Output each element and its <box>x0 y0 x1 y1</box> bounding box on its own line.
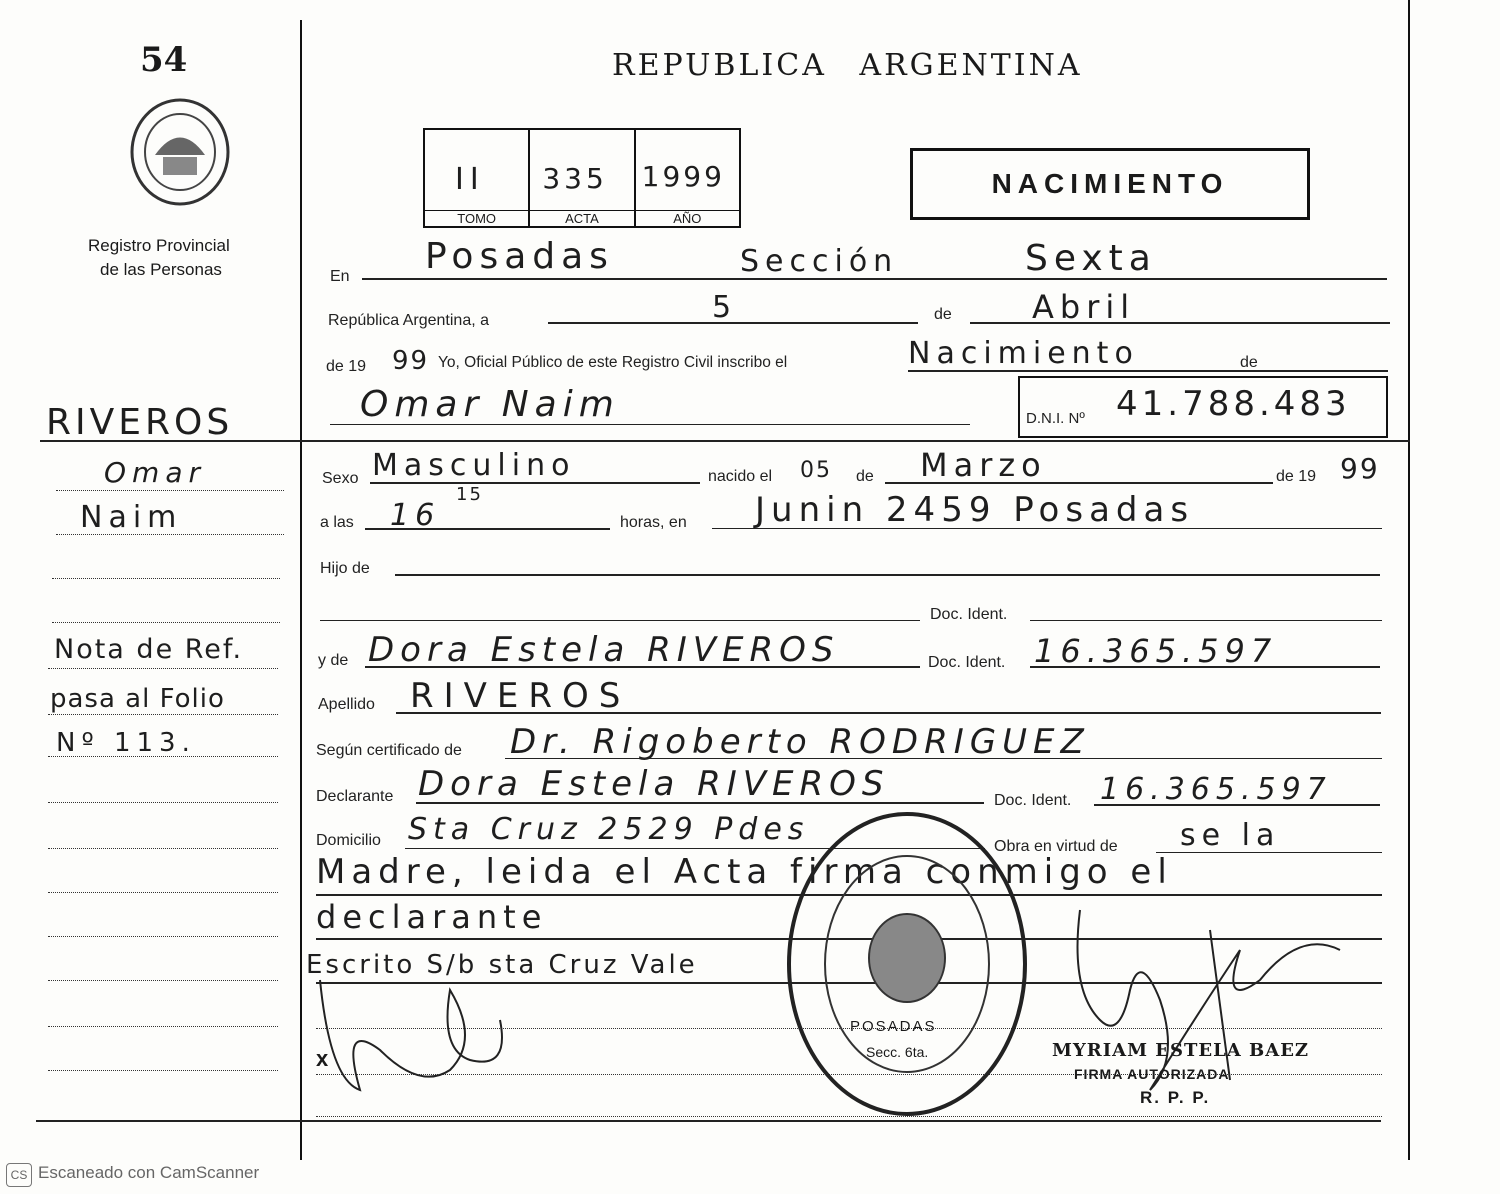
declarante-line <box>416 802 984 804</box>
birth-day: 05 <box>800 458 832 483</box>
margin-line-2 <box>56 534 284 535</box>
hijo-line <box>395 574 1380 576</box>
margin-name2: Naim <box>80 500 183 535</box>
father-doc-value-line <box>1030 620 1382 621</box>
tomo-cell <box>425 130 530 226</box>
declarante-doc: 16.365.597 <box>1100 772 1332 807</box>
en-label: En <box>330 268 350 285</box>
dni-label: D.N.I. Nº <box>1026 410 1085 427</box>
certificado-value: Dr. Rigoberto RODRIGUEZ <box>510 722 1090 762</box>
record-type: NACIMIENTO <box>991 168 1229 199</box>
acta-cell <box>530 130 635 226</box>
apellido-line <box>396 712 1381 714</box>
child-name-line <box>330 424 970 425</box>
margin-line-5 <box>48 668 278 669</box>
apellido-value: RIVEROS <box>410 676 631 716</box>
signature-name: MYRIAM ESTELA BAEZ <box>1052 1040 1310 1061</box>
year-suffix: 99 <box>392 346 430 376</box>
margin-line-13 <box>48 1026 278 1027</box>
obra-line <box>1156 852 1382 853</box>
signature-title: FIRMA AUTORIZADA <box>1074 1066 1230 1082</box>
sexo-line <box>370 482 700 484</box>
domicilio-label: Domicilio <box>316 832 381 849</box>
certificado-line <box>505 758 1382 759</box>
mother-line <box>365 666 920 668</box>
seal-icon <box>125 95 235 210</box>
observation-line-1: Madre, leida el Acta firma conmigo el <box>316 852 1173 892</box>
de2-label: de <box>1240 354 1258 371</box>
place-value: Junin 2459 Posadas <box>755 490 1195 530</box>
ano-label: AÑO <box>636 210 739 226</box>
dni-value: 41.788.483 <box>1116 384 1351 424</box>
doc-ident-label-3: Doc. Ident. <box>994 792 1072 809</box>
declarante-label: Declarante <box>316 788 394 805</box>
margin-line-3 <box>52 578 280 579</box>
section-value: Sexta <box>1025 238 1157 279</box>
hijo-label: Hijo de <box>320 560 370 577</box>
official-stamp <box>782 808 1032 1120</box>
mother-doc: 16.365.597 <box>1034 632 1278 670</box>
de3-label: de <box>856 468 874 485</box>
margin-line-7 <box>48 756 278 757</box>
year-prefix: de 19 <box>326 358 367 375</box>
apellido-label: Apellido <box>318 696 375 713</box>
margin-line-1 <box>56 490 284 491</box>
margin-line-8 <box>48 802 278 803</box>
segun-label: Según certificado de <box>316 742 462 759</box>
scanner-note: Escaneado con CamScanner <box>38 1163 260 1182</box>
tomo-value: II <box>455 162 485 197</box>
ano-value: 1999 <box>641 160 725 193</box>
day-value: 5 <box>712 290 738 325</box>
horas-label: horas, en <box>620 514 687 531</box>
margin-line-9 <box>48 848 278 849</box>
sexo-label: Sexo <box>322 470 359 487</box>
ano-cell <box>636 130 739 226</box>
margin-surname: RIVEROS <box>46 402 234 443</box>
right-border <box>1408 0 1410 1160</box>
margin-line-10 <box>48 892 278 893</box>
observation-line-3: Escrito S/b sta Cruz Vale <box>306 950 698 980</box>
hour-value: 16 <box>390 498 441 533</box>
stamp-inner-text <box>796 962 797 963</box>
country-title: REPUBLICA ARGENTINA <box>612 48 1083 83</box>
domicilio-value: Sta Cruz 2529 Pdes <box>408 812 810 847</box>
camscanner-icon: CS <box>6 1163 32 1187</box>
month-value: Abril <box>1032 288 1136 326</box>
signature-org: R. P. P. <box>1140 1088 1211 1107</box>
bottom-line <box>36 1120 1381 1122</box>
city-value: Posadas <box>425 236 614 277</box>
margin-line-12 <box>48 980 278 981</box>
margin-name1: Omar <box>104 456 206 489</box>
registry-name-line2: de las Personas <box>100 260 222 279</box>
father-doc-line <box>320 620 920 621</box>
birth-month: Marzo <box>920 446 1047 484</box>
republica-label: República Argentina, a <box>328 312 489 329</box>
place-line <box>712 528 1382 529</box>
hour-line <box>365 528 610 530</box>
left-signature <box>300 960 540 1110</box>
alas-label: a las <box>320 514 354 531</box>
margin-note3: Nº 113. <box>56 728 196 758</box>
act-type-line <box>908 370 1388 372</box>
acta-value: 335 <box>542 162 608 195</box>
de-label: de <box>934 306 952 323</box>
doc-ident-label-2: Doc. Ident. <box>928 654 1006 671</box>
birth-year: 99 <box>1340 452 1380 485</box>
margin-divider-line <box>40 440 1410 442</box>
declarante-value: Dora Estela RIVEROS <box>418 764 890 804</box>
mother-name: Dora Estela RIVEROS <box>368 630 840 670</box>
margin-line-4 <box>52 622 280 623</box>
x-mark: x <box>316 1046 329 1071</box>
observation-line-2: declarante <box>316 898 548 936</box>
page-number: 54 <box>140 40 188 80</box>
month-birth-line <box>885 482 1273 484</box>
declarante-doc-line <box>1094 804 1380 806</box>
acta-label: ACTA <box>530 210 633 226</box>
sexo-value: Masculino <box>372 448 576 483</box>
mother-doc-line <box>1030 666 1380 668</box>
stamp-city: POSADAS <box>850 1018 937 1035</box>
margin-line-14 <box>48 1070 278 1071</box>
obra-label: Obra en virtud de <box>994 838 1118 855</box>
stamp-outer-text <box>796 960 797 961</box>
statement-text: Yo, Oficial Público de este Registro Civil inscribo el <box>438 354 788 371</box>
act-type-value: Nacimiento <box>908 336 1139 371</box>
record-type-box <box>910 148 1310 220</box>
nacido-label: nacido el <box>708 468 773 485</box>
obra-value: se la <box>1180 818 1281 853</box>
stamp-sec: Secc. 6ta. <box>866 1044 929 1060</box>
record-box <box>423 128 741 228</box>
section-label: Sección <box>740 244 899 279</box>
margin-note1: Nota de Ref. <box>54 634 244 665</box>
margin-note2: pasa al Folio <box>50 684 225 714</box>
registry-name-line1: Registro Provincial <box>88 236 230 255</box>
yde-label: y de <box>318 652 349 669</box>
tomo-label: TOMO <box>425 210 528 226</box>
child-name: Omar Naim <box>360 384 620 425</box>
minute-value: 15 <box>456 484 483 505</box>
de19-label: de 19 <box>1276 468 1317 485</box>
doc-ident-label-1: Doc. Ident. <box>930 606 1008 623</box>
margin-line-6 <box>48 714 278 715</box>
margin-line-11 <box>48 936 278 937</box>
